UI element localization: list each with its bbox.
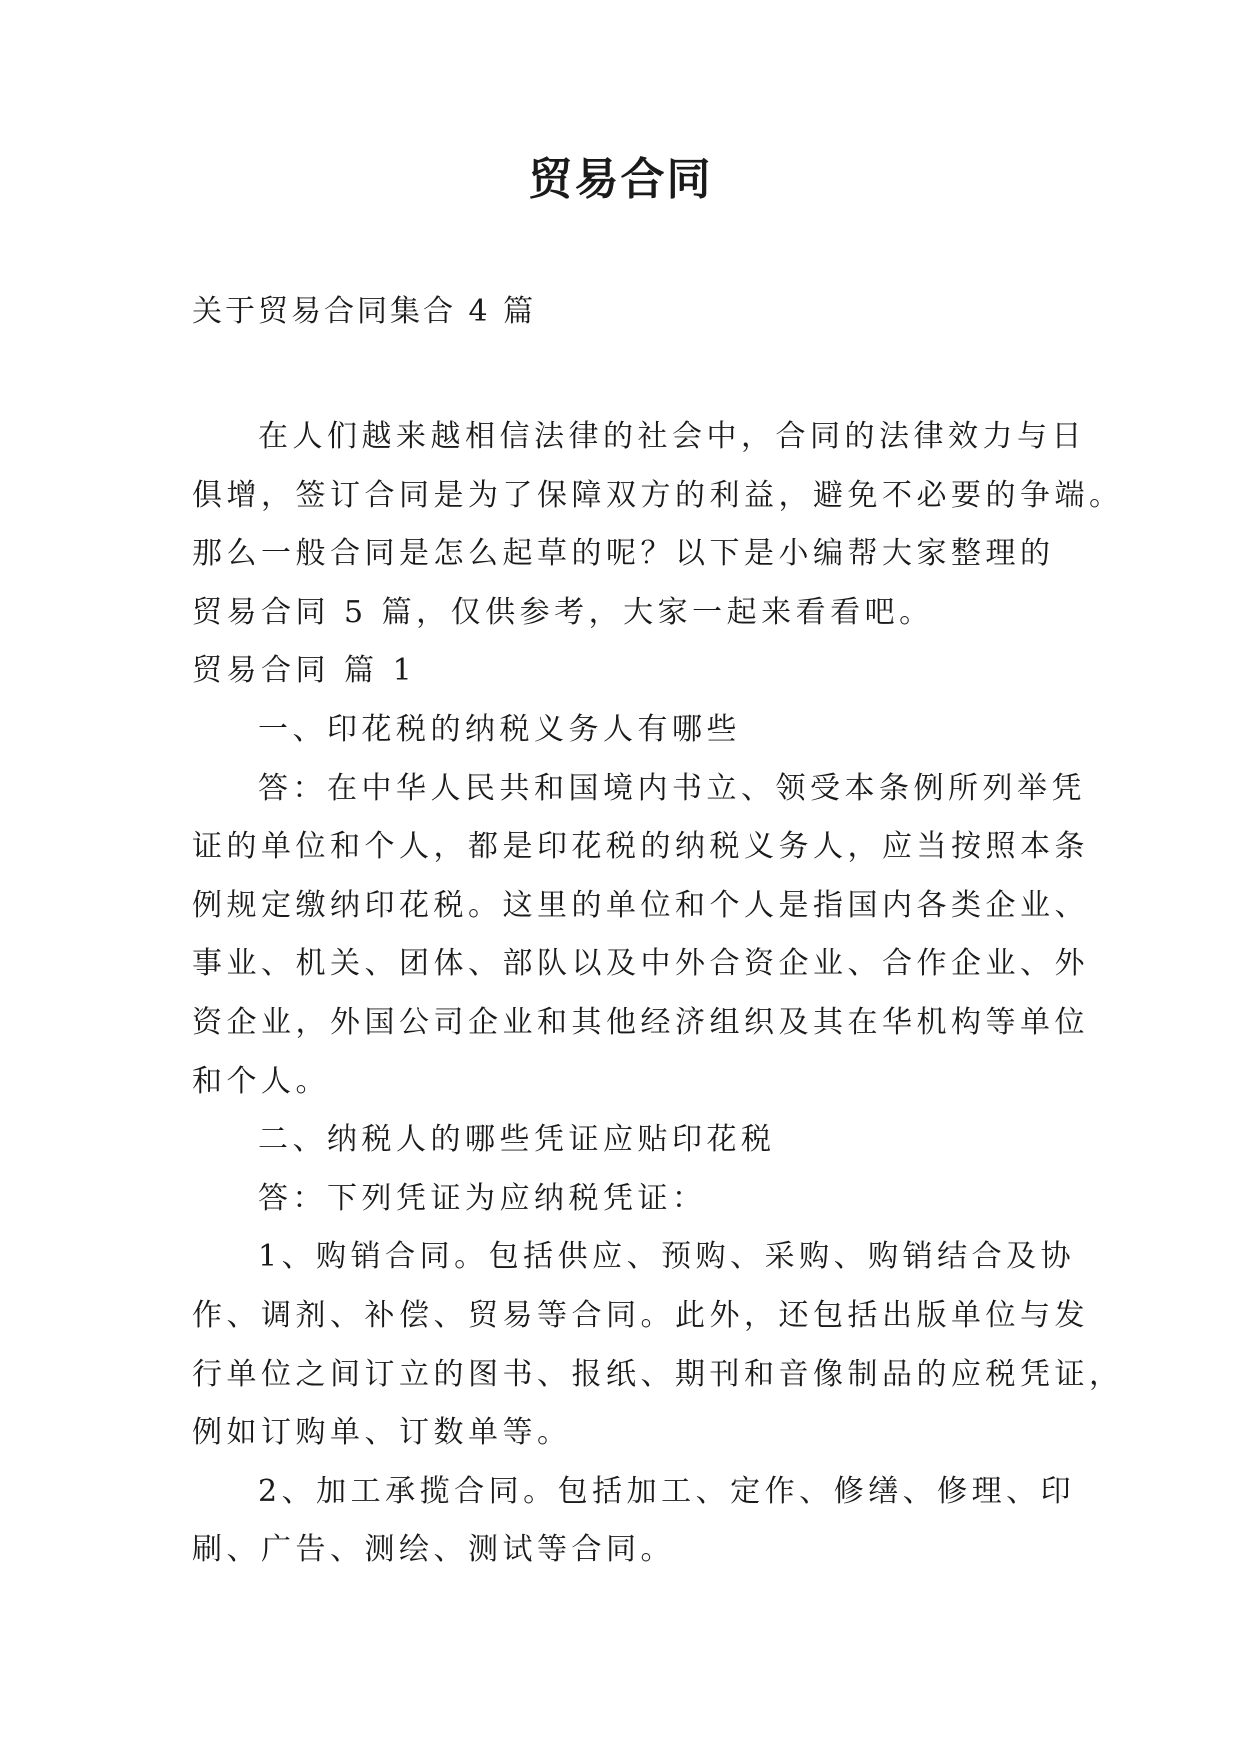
body-line: 事业、机关、团体、部队以及中外合资企业、合作企业、外	[192, 946, 1089, 982]
body-line: 那么一般合同是怎么起草的呢？以下是小编帮大家整理的	[192, 536, 1055, 572]
body-line: 答：在中华人民共和国境内书立、领受本条例所列举凭	[258, 770, 1086, 806]
body-line: 例如订购单、订数单等。	[192, 1415, 572, 1451]
body-line: 2、加工承揽合同。包括加工、定作、修缮、修理、印	[258, 1473, 1076, 1509]
body-line: 证的单位和个人，都是印花税的纳税义务人，应当按照本条	[192, 829, 1089, 865]
body-line: 刷、广告、测绘、测试等合同。	[192, 1532, 675, 1568]
body-line: 和个人。	[192, 1063, 330, 1099]
body-line: 作、调剂、补偿、贸易等合同。此外，还包括出版单位与发	[192, 1297, 1089, 1333]
body-line: 俱增，签订合同是为了保障双方的利益，避免不必要的争端。	[192, 477, 1124, 513]
body-line: 二、纳税人的哪些凭证应贴印花税	[258, 1122, 776, 1158]
document-subtitle: 关于贸易合同集合 4 篇	[192, 294, 537, 329]
section-heading: 贸易合同 篇 1	[192, 653, 417, 689]
document-title: 贸易合同	[528, 154, 713, 205]
body-line: 一、印花税的纳税义务人有哪些	[258, 711, 741, 747]
body-line: 行单位之间订立的图书、报纸、期刊和音像制品的应税凭证，	[192, 1356, 1124, 1392]
body-line: 资企业，外国公司企业和其他经济组织及其在华机构等单位	[192, 1004, 1089, 1040]
body-line: 1、购销合同。包括供应、预购、采购、购销结合及协	[258, 1239, 1076, 1275]
body-line: 例规定缴纳印花税。这里的单位和个人是指国内各类企业、	[192, 887, 1089, 923]
body-line: 贸易合同 5 篇，仅供参考，大家一起来看看吧。	[192, 594, 934, 630]
body-line: 答：下列凭证为应纳税凭证：	[258, 1180, 707, 1216]
document-body	[192, 408, 1124, 1580]
body-line: 在人们越来越相信法律的社会中，合同的法律效力与日	[258, 419, 1086, 454]
